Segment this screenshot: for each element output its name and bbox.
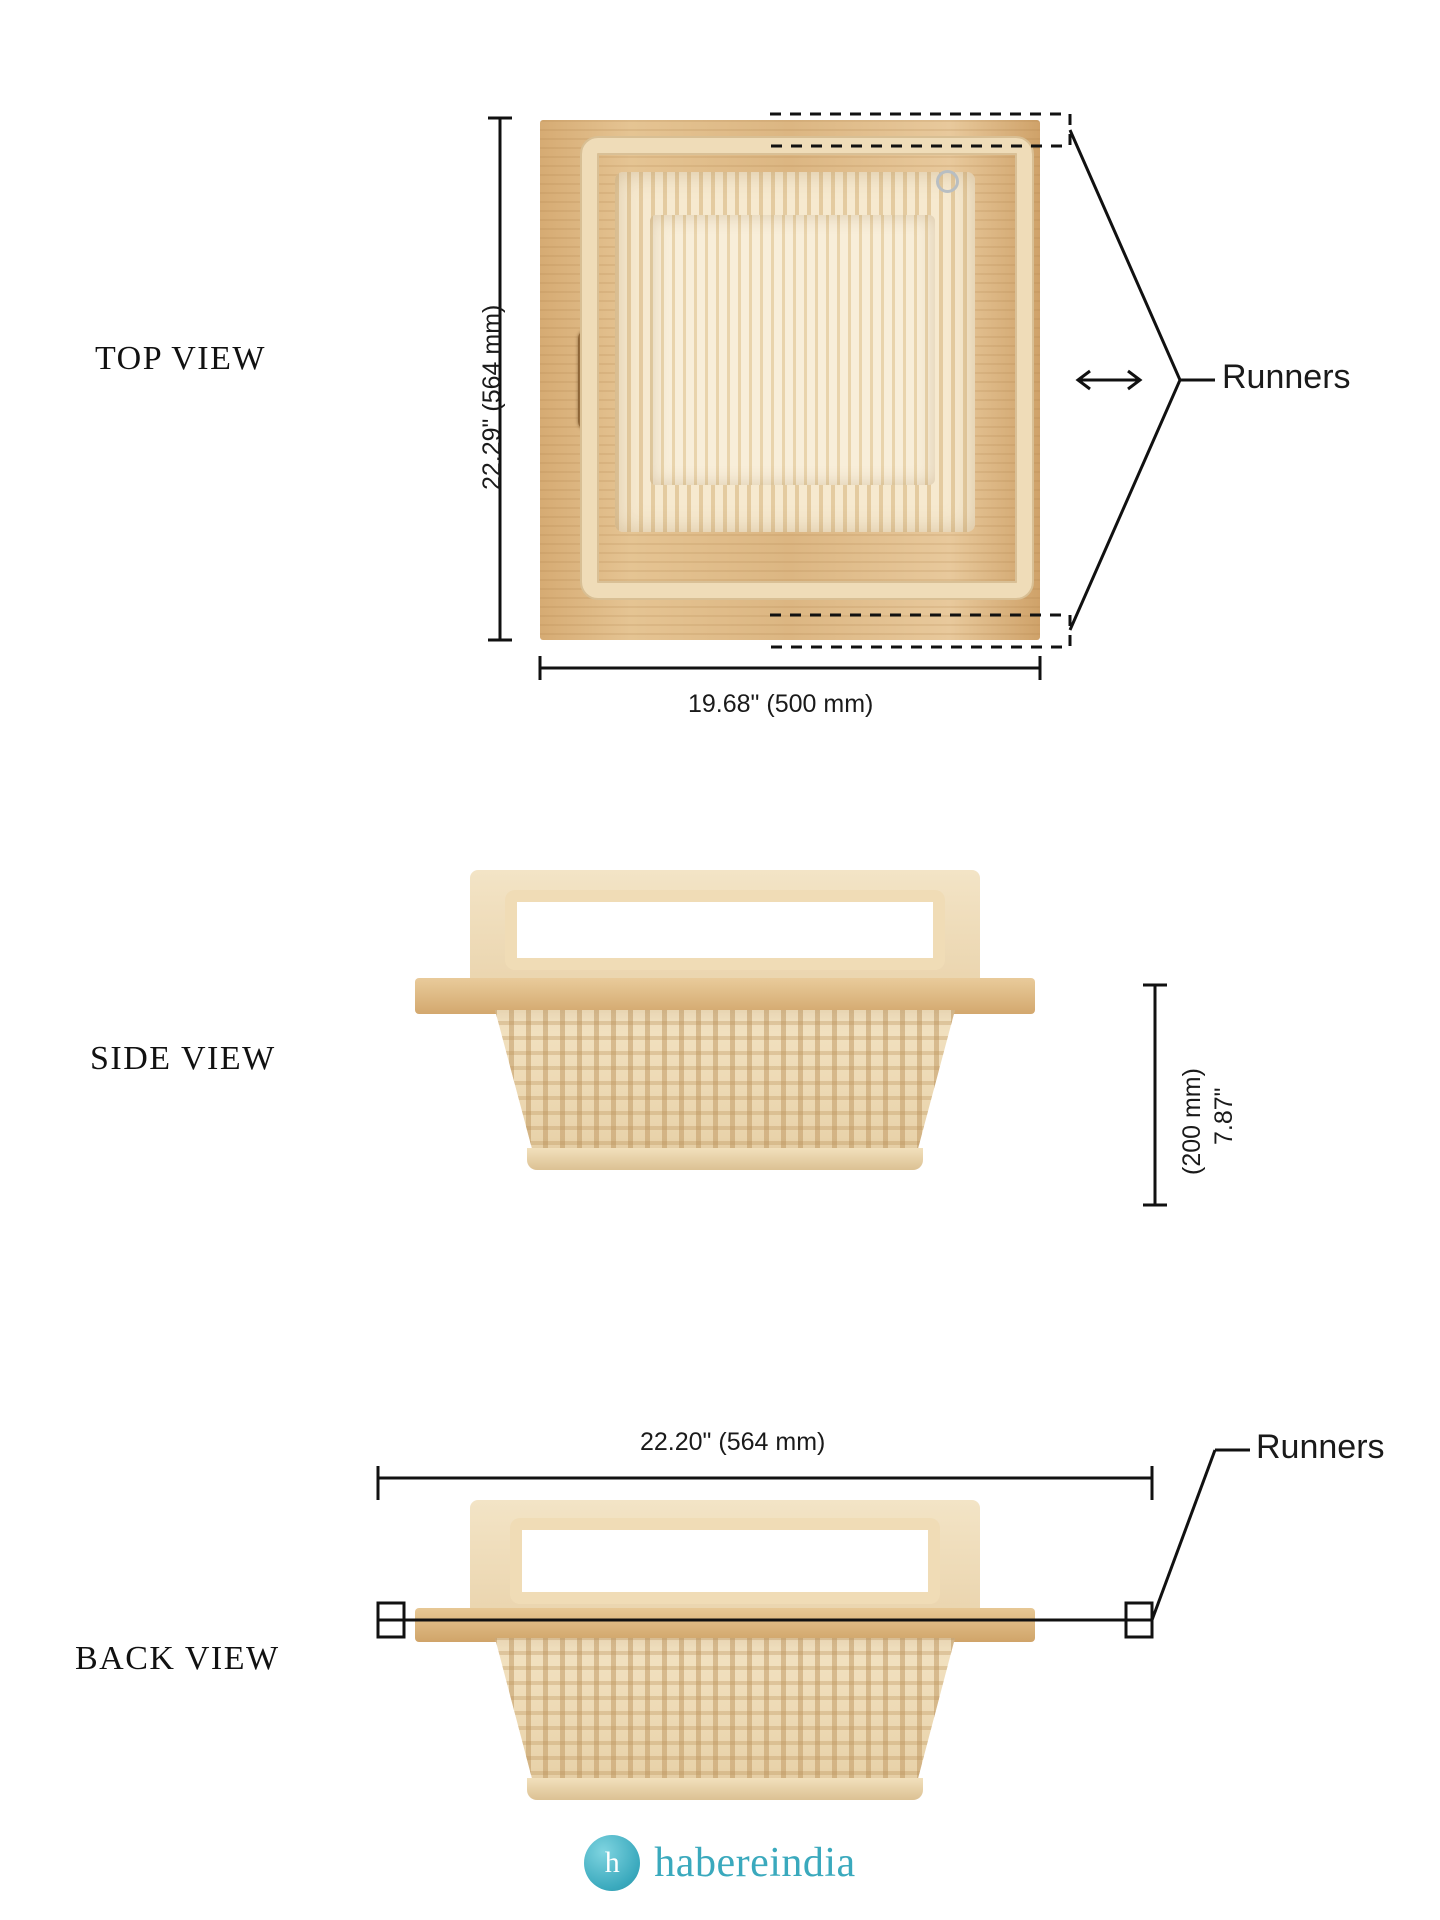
basket-top-view-image — [540, 120, 1040, 640]
woven-basket-body-back — [475, 1638, 975, 1790]
view-label-side-view: SIDE VIEW — [90, 1040, 276, 1077]
basket-side-view-image — [415, 870, 1035, 1180]
woven-basket-body-side — [475, 1010, 975, 1160]
brand-logo — [0, 1835, 1440, 1891]
view-label-back-view: BACK VIEW — [75, 1640, 280, 1677]
annotation-runners-top: Runners — [1222, 358, 1351, 396]
top-view-width-dimension — [540, 656, 1040, 680]
dimension-text-top-width: 19.68" (500 mm) — [688, 690, 874, 718]
dimension-text-top-height: 22.29" (564 mm) — [478, 304, 506, 490]
basket-base-back — [527, 1778, 923, 1800]
top-view-runner-leader — [1070, 130, 1215, 630]
back-view-width-dimension — [378, 1466, 1152, 1500]
logo-mark-icon: h — [584, 1835, 640, 1891]
annotation-runners-back: Runners — [1256, 1428, 1385, 1466]
back-view-runner-leader — [1152, 1450, 1250, 1620]
basket-rim-inner-side — [505, 890, 945, 970]
basket-base-side — [527, 1148, 923, 1170]
basket-back-view-image — [415, 1500, 1035, 1810]
basket-rim-top — [582, 138, 1032, 598]
wooden-frame-back — [415, 1608, 1035, 1642]
dimension-text-side-height-mm: (200 mm) — [1178, 1068, 1206, 1175]
view-label-top-view: TOP VIEW — [95, 340, 266, 377]
dimension-text-side-height: 7.87" — [1210, 1087, 1238, 1145]
basket-rim-inner-back — [510, 1518, 940, 1604]
metal-ring-icon — [936, 170, 959, 193]
dimension-text-back-width: 22.20" (564 mm) — [640, 1428, 826, 1456]
side-view-height-dimension — [1143, 985, 1167, 1205]
wooden-frame-side — [415, 978, 1035, 1014]
top-view-runner-arrow-icon — [1078, 371, 1140, 389]
logo-wordmark: habereindia — [654, 1840, 856, 1886]
